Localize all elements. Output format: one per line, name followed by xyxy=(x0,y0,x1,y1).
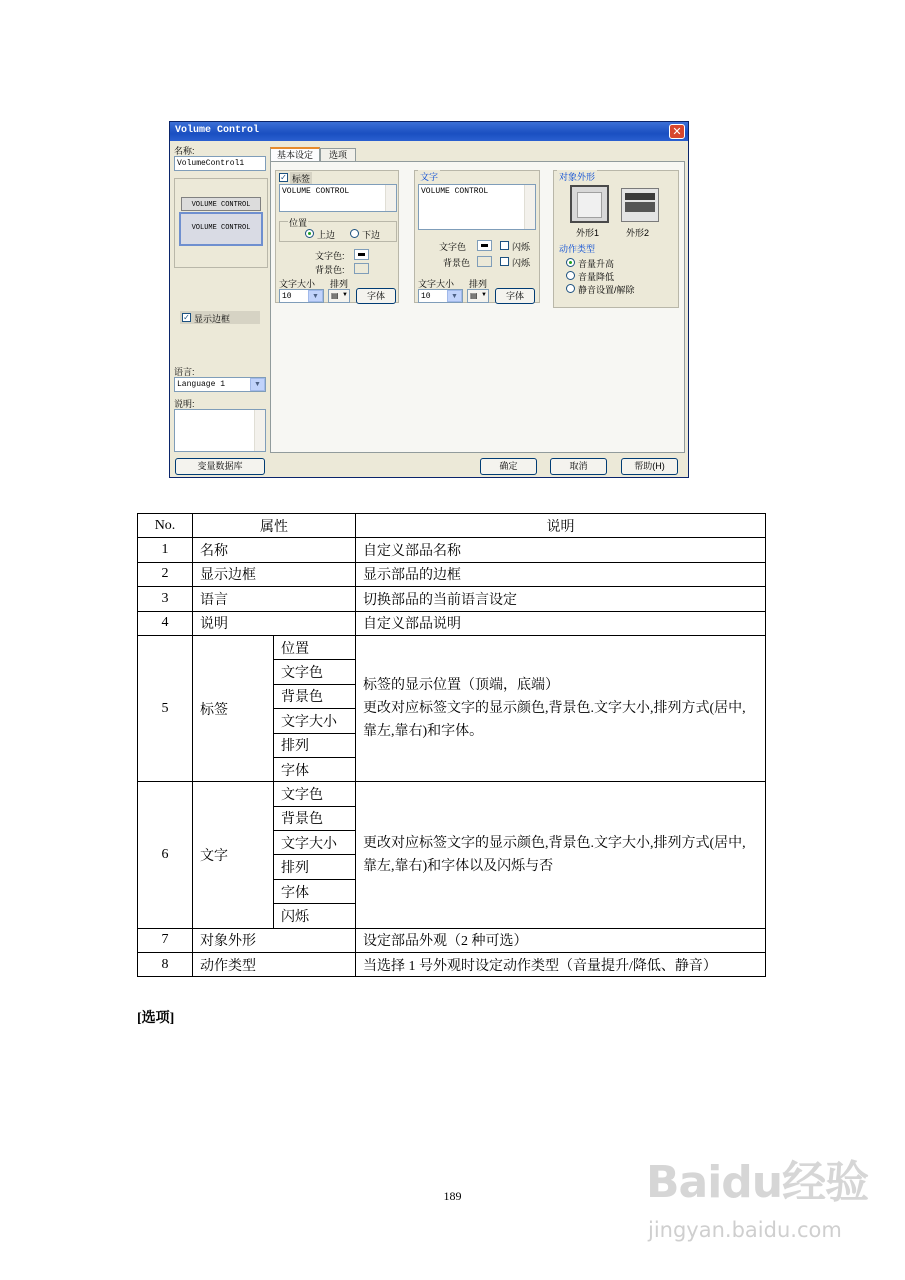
row-attr: 文字 xyxy=(193,782,274,928)
page-number: 189 xyxy=(443,1189,462,1203)
table-row xyxy=(138,611,766,635)
description-textarea[interactable] xyxy=(174,409,266,452)
help-button[interactable]: 帮助(H) xyxy=(621,458,678,475)
row-desc: 自定义部品说明 xyxy=(356,611,766,635)
preview-label xyxy=(181,197,261,211)
row-desc: 当选择 1 号外观时设定动作类型（音量提升/降低、静音） xyxy=(356,953,766,977)
label-bg-color-swatch[interactable] xyxy=(354,263,369,274)
shape2-label: 外形2 xyxy=(626,228,650,238)
tab-basic-settings[interactable] xyxy=(270,147,320,162)
language-label: 语言: xyxy=(174,367,195,377)
label-section xyxy=(275,170,399,303)
appearance-section-title: 对象外形 xyxy=(559,172,596,182)
preview-body xyxy=(179,212,263,246)
position-bottom-label: 下边 xyxy=(362,230,381,240)
description-label: 说明: xyxy=(174,399,195,409)
action-volume-up-radio[interactable] xyxy=(566,258,575,267)
show-border-row xyxy=(180,311,260,324)
title-bar xyxy=(170,122,688,141)
row-desc: 显示部品的边框 xyxy=(356,562,766,586)
action-volume-down-radio[interactable] xyxy=(566,271,575,280)
show-border-checkbox[interactable]: ✓ xyxy=(183,313,190,322)
text-bg-color-swatch[interactable] xyxy=(477,256,492,267)
action-volume-down-label: 音量降低 xyxy=(578,272,615,282)
name-input-value: VolumeControl1 xyxy=(177,159,245,168)
text-section xyxy=(414,170,540,303)
chevron-down-icon[interactable]: ▼ xyxy=(308,290,323,302)
label-text-scrollbar[interactable] xyxy=(385,185,396,211)
variable-db-button[interactable]: 变量数据库 xyxy=(175,458,265,475)
language-value: Language 1 xyxy=(177,380,226,389)
row-sub-attr: 背景色 xyxy=(274,684,356,708)
label-checkbox[interactable]: ✓ xyxy=(280,173,287,182)
position-label: 位置 xyxy=(289,218,308,228)
table-row xyxy=(138,562,766,586)
row-desc xyxy=(356,635,766,781)
table-row xyxy=(138,928,766,952)
row-attr: 显示边框 xyxy=(193,562,356,586)
language-select[interactable] xyxy=(174,377,266,392)
row-attr: 说明 xyxy=(193,611,356,635)
row-sub-attr: 文字大小 xyxy=(274,709,356,733)
row-attr: 名称 xyxy=(193,538,356,562)
row-sub-attr: 背景色 xyxy=(274,806,356,830)
row-no: 8 xyxy=(138,953,193,977)
position-top-radio[interactable] xyxy=(305,229,314,238)
chevron-down-icon[interactable]: ▼ xyxy=(447,290,462,302)
text-font-button[interactable]: 字体 xyxy=(495,288,535,304)
description-scrollbar[interactable] xyxy=(254,410,265,451)
text-align-select[interactable] xyxy=(467,289,489,303)
label-font-size-label: 文字大小 xyxy=(279,279,316,289)
row-desc: 切换部品的当前语言设定 xyxy=(356,587,766,611)
shape2-option[interactable] xyxy=(621,188,659,222)
row-sub-attr: 字体 xyxy=(274,879,356,903)
text-color-label: 文字色 xyxy=(439,242,467,252)
label-text-color-swatch[interactable] xyxy=(354,249,369,260)
close-icon: ✕ xyxy=(672,126,682,138)
table-row xyxy=(138,587,766,611)
watermark-url: jingyan.baidu.com xyxy=(648,1218,842,1242)
row-no: 5 xyxy=(138,635,193,781)
row-attr: 对象外形 xyxy=(193,928,356,952)
action-mute-radio[interactable] xyxy=(566,284,575,293)
row-sub-attr: 字体 xyxy=(274,757,356,781)
tab-options-label: 选项 xyxy=(328,150,347,160)
close-button[interactable] xyxy=(669,124,685,139)
row-sub-attr: 文字色 xyxy=(274,660,356,684)
action-volume-up-label: 音量升高 xyxy=(578,259,615,269)
label-bg-color-label: 背景色: xyxy=(315,265,345,275)
row-desc-line: 标签的显示位置（顶端，底端） xyxy=(363,678,559,694)
label-align-label: 排列 xyxy=(330,279,349,289)
label-font-size-select[interactable] xyxy=(279,289,324,303)
tab-panel xyxy=(270,161,685,453)
row-desc: 自定义部品名称 xyxy=(356,538,766,562)
label-text-area[interactable] xyxy=(279,184,397,212)
label-section-title: 标签 xyxy=(292,174,311,184)
name-input[interactable] xyxy=(174,156,266,171)
text-color-blink-label: 闪烁 xyxy=(512,242,531,252)
row-no: 6 xyxy=(138,782,193,928)
row-sub-attr: 闪烁 xyxy=(274,904,356,928)
shape1-label: 外形1 xyxy=(576,228,600,238)
row-sub-attr: 文字大小 xyxy=(274,831,356,855)
row-sub-attr: 排列 xyxy=(274,855,356,879)
label-font-button[interactable]: 字体 xyxy=(356,288,396,304)
options-section-label: [选项] xyxy=(137,1011,175,1026)
property-table xyxy=(137,513,766,977)
row-attr: 标签 xyxy=(193,635,274,781)
text-content-scrollbar[interactable] xyxy=(524,185,535,229)
row-sub-attr: 排列 xyxy=(274,733,356,757)
label-align-select[interactable] xyxy=(328,289,350,303)
align-icon: ▤ xyxy=(331,291,339,300)
appearance-section xyxy=(553,170,679,308)
chevron-down-icon[interactable]: ▼ xyxy=(250,378,265,391)
watermark-logo: Baidu经验 xyxy=(646,1157,869,1208)
row-desc: 设定部品外观（2 种可选） xyxy=(356,928,766,952)
label-text-value: VOLUME CONTROL xyxy=(282,187,350,196)
text-font-size-select[interactable] xyxy=(418,289,463,303)
chevron-down-icon: ▼ xyxy=(342,292,348,298)
text-section-title: 文字 xyxy=(420,172,439,182)
volume-control-dialog xyxy=(169,121,689,478)
text-align-label: 排列 xyxy=(469,279,488,289)
text-font-size-label: 文字大小 xyxy=(418,279,455,289)
action-mute-label: 静音设置/解除 xyxy=(578,285,635,295)
cancel-button[interactable]: 取消 xyxy=(550,458,607,475)
row-no: 1 xyxy=(138,538,193,562)
position-group xyxy=(279,218,397,242)
label-font-size-value: 10 xyxy=(282,292,292,301)
row-no: 7 xyxy=(138,928,193,952)
row-no: 4 xyxy=(138,611,193,635)
row-sub-attr: 位置 xyxy=(274,635,356,659)
row-no: 2 xyxy=(138,562,193,586)
text-bg-blink-checkbox[interactable] xyxy=(500,257,509,266)
text-color-blink-checkbox[interactable] xyxy=(500,241,509,250)
preview-body-text: VOLUME CONTROL xyxy=(191,224,251,232)
preview-label-text: VOLUME CONTROL xyxy=(191,201,251,209)
header-desc: 说明 xyxy=(356,514,766,538)
header-attr: 属性 xyxy=(193,514,356,538)
align-icon: ▤ xyxy=(470,291,478,300)
table-row xyxy=(138,538,766,562)
table-row xyxy=(138,782,766,806)
label-text-color-label: 文字色: xyxy=(315,251,345,261)
row-attr: 语言 xyxy=(193,587,356,611)
tab-basic-settings-label: 基本设定 xyxy=(276,150,313,160)
action-section-title: 动作类型 xyxy=(559,244,596,254)
text-bg-color-label: 背景色 xyxy=(443,258,471,268)
header-no: No. xyxy=(138,514,193,538)
table-header-row xyxy=(138,514,766,538)
row-desc-line: 更改对应标签文字的显示颜色,背景色.文字大小,排列方式(居中,靠左,靠右)和字体。 xyxy=(363,701,746,740)
text-color-swatch[interactable] xyxy=(477,240,492,251)
preview-area xyxy=(174,178,268,268)
text-font-size-value: 10 xyxy=(421,292,431,301)
position-top-label: 上边 xyxy=(317,230,336,240)
text-content-value: VOLUME CONTROL xyxy=(421,187,489,196)
shape1-option[interactable] xyxy=(570,185,609,223)
chevron-down-icon: ▼ xyxy=(481,292,487,298)
show-border-label: 显示边框 xyxy=(194,314,231,324)
ok-button[interactable]: 确定 xyxy=(480,458,537,475)
text-content-area[interactable] xyxy=(418,184,536,230)
position-bottom-radio[interactable] xyxy=(350,229,359,238)
tab-options[interactable] xyxy=(320,148,356,162)
dialog-title: Volume Control xyxy=(175,125,260,136)
text-bg-blink-label: 闪烁 xyxy=(512,258,531,268)
row-no: 3 xyxy=(138,587,193,611)
row-sub-attr: 文字色 xyxy=(274,782,356,806)
name-label: 名称: xyxy=(174,146,195,156)
table-row xyxy=(138,953,766,977)
row-attr: 动作类型 xyxy=(193,953,356,977)
row-desc: 更改对应标签文字的显示颜色,背景色.文字大小,排列方式(居中,靠左,靠右)和字体以及闪烁与否 xyxy=(356,782,766,928)
table-row xyxy=(138,635,766,659)
